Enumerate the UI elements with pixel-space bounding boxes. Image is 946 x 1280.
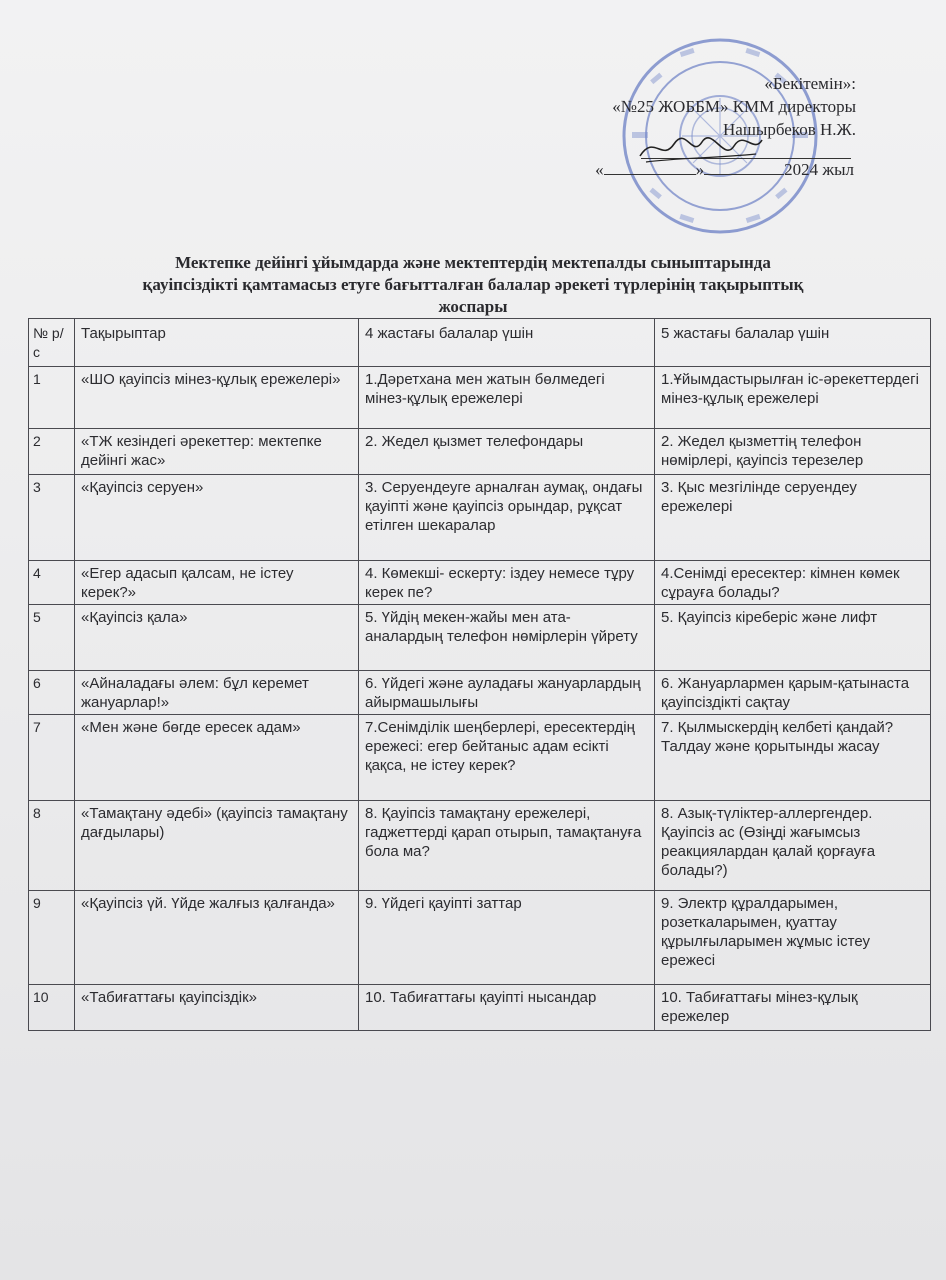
row-age-5-activity: 9. Электр құралдарымен, розеткаларымен, қуаттау құрылғыларымен жұмыс істеу ережесі [655,891,931,985]
row-age-5-activity: 4.Сенімді ересектер: кімнен көмек сұрауға болады? [655,561,931,605]
row-topic: «ШО қауіпсіз мінез-құлық ережелері» [75,367,359,429]
table-row [29,605,931,671]
header-number: № р/с [29,319,75,367]
row-age-4-activity: 8. Қауіпсіз тамақтану ережелері, гаджеттерді қарап отырып, тамақтануға бола ма? [359,801,655,891]
table-row [29,429,931,475]
row-number: 6 [29,671,75,715]
table-row [29,475,931,561]
row-topic: «Қауіпсіз қала» [75,605,359,671]
row-number: 7 [29,715,75,801]
thematic-plan-table [28,318,931,1031]
row-number: 10 [29,985,75,1031]
row-number: 1 [29,367,75,429]
approval-organization: «№25 ЖОББМ» КММ директоры [612,97,856,116]
date-year: 2024 жыл [784,160,854,179]
title-line-1: Мектепке дейінгі ұйымдарда және мектептердің мектепалды сыныптарында [175,253,771,272]
row-number: 8 [29,801,75,891]
row-topic: «Айналадағы әлем: бұл керемет жануарлар!» [75,671,359,715]
row-topic: «Табиғаттағы қауіпсіздік» [75,985,359,1031]
row-topic: «Қауіпсіз үй. Үйде жалғыз қалғанда» [75,891,359,985]
row-age-4-activity: 4. Көмекші- ескерту: іздеу немесе тұру керек пе? [359,561,655,605]
director-signature [636,128,766,168]
row-number: 3 [29,475,75,561]
row-age-5-activity: 1.Ұйымдастырылған іс-әрекеттердегі мінез-құлық ережелері [655,367,931,429]
row-topic: «Мен және бөгде ересек адам» [75,715,359,801]
row-age-5-activity: 7. Қылмыскердің келбеті қандай? Талдау және қорытынды жасау [655,715,931,801]
table-row [29,715,931,801]
row-age-5-activity: 5. Қауіпсіз кіреберіс және лифт [655,605,931,671]
header-topics: Тақырыптар [75,319,359,367]
row-number: 9 [29,891,75,985]
row-topic: «Тамақтану әдебі» (қауіпсіз тамақтану дағдылары) [75,801,359,891]
row-age-4-activity: 10. Табиғаттағы қауіпті нысандар [359,985,655,1031]
row-number: 2 [29,429,75,475]
title-line-3: жоспары [438,297,508,316]
row-age-5-activity: 3. Қыс мезгілінде серуендеу ережелері [655,475,931,561]
row-topic: «ТЖ кезіндегі әрекеттер: мектепке дейінгі жас» [75,429,359,475]
approval-director-name: Нашырбеков Н.Ж. [723,120,856,139]
row-age-4-activity: 6. Үйдегі және ауладағы жануарлардың айырмашылығы [359,671,655,715]
row-age-5-activity: 10. Табиғаттағы мінез-құлық ережелер [655,985,931,1031]
header-age-4: 4 жастағы балалар үшін [359,319,655,367]
row-topic: «Қауіпсіз серуен» [75,475,359,561]
document-title [80,252,866,318]
table-row [29,671,931,715]
row-age-4-activity: 5. Үйдің мекен-жайы мен ата-аналардың телефон нөмірлерін үйрету [359,605,655,671]
table-header-row [29,319,931,367]
table-row [29,801,931,891]
table-row [29,561,931,605]
row-number: 5 [29,605,75,671]
row-age-5-activity: 6. Жануарлармен қарым-қатынаста қауіпсіздікті сақтау [655,671,931,715]
approval-heading: «Бекітемін»: [764,74,856,93]
header-age-5: 5 жастағы балалар үшін [655,319,931,367]
date-open-quote: « [595,160,604,179]
row-age-4-activity: 3. Серуендеуге арналған аумақ, ондағы қауіпті және қауіпсіз орындар, рұқсат етілген шекаралар [359,475,655,561]
row-topic: «Егер адасып қалсам, не істеу керек?» [75,561,359,605]
row-age-4-activity: 9. Үйдегі қауіпті заттар [359,891,655,985]
title-line-2: қауіпсіздікті қамтамасыз етуге бағытталған балалар әрекеті түрлерінің тақырыптық [142,275,804,294]
date-close-quote: » [695,160,705,179]
table-row [29,367,931,429]
row-age-5-activity: 2. Жедел қызметтің телефон нөмірлері, қауіпсіз терезелер [655,429,931,475]
row-age-5-activity: 8. Азық-түліктер-аллергендер. Қауіпсіз ас (Өзіңді жағымсыз реакциялардан қалай қорғауға болады?) [655,801,931,891]
table-row [29,985,931,1031]
row-age-4-activity: 2. Жедел қызмет телефондары [359,429,655,475]
row-age-4-activity: 7.Сенімділік шеңберлері, ересектердің ережесі: егер бейтаныс адам есікті қақса, не істеу керек? [359,715,655,801]
table-row [29,891,931,985]
row-number: 4 [29,561,75,605]
row-age-4-activity: 1.Дәретхана мен жатын бөлмедегі мінез-құлық ережелері [359,367,655,429]
